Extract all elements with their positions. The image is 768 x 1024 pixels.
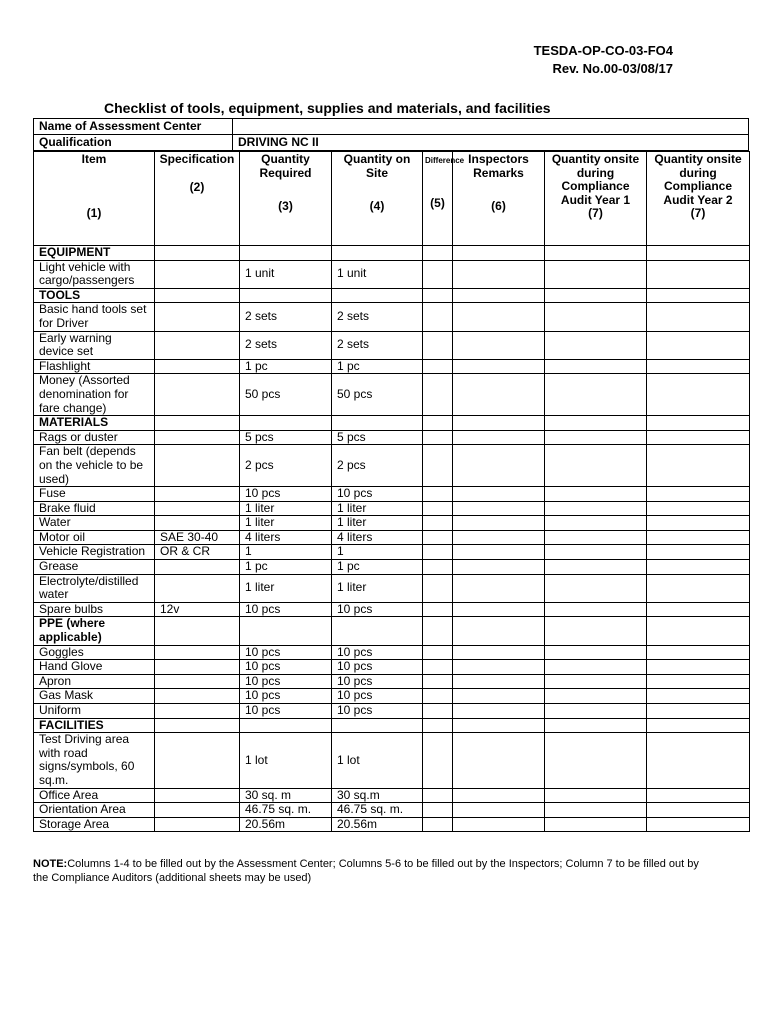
audit-year-1-cell[interactable] <box>545 574 647 602</box>
table-row <box>34 704 750 719</box>
table-row <box>34 602 750 617</box>
qualification-label: Qualification <box>34 135 233 151</box>
specification-cell: SAE 30-40 <box>155 530 240 545</box>
inspectors-remarks-cell[interactable] <box>453 530 545 545</box>
inspectors-remarks-cell[interactable] <box>453 260 545 288</box>
quantity-required-cell: 2 sets <box>240 331 332 359</box>
table-row <box>34 487 750 502</box>
audit-year-2-cell[interactable] <box>647 545 750 560</box>
inspectors-remarks-cell[interactable] <box>453 303 545 331</box>
difference-cell[interactable] <box>423 487 453 502</box>
quantity-required-cell: 10 pcs <box>240 660 332 675</box>
quantity-required-cell: 46.75 sq. m. <box>240 803 332 818</box>
quantity-on-site-cell: 1 pc <box>332 560 423 575</box>
quantity-on-site-cell: 50 pcs <box>332 374 423 416</box>
difference-cell[interactable] <box>423 674 453 689</box>
empty-cell[interactable] <box>647 718 750 733</box>
quantity-on-site-cell: 1 liter <box>332 574 423 602</box>
audit-year-1-cell[interactable] <box>545 516 647 531</box>
difference-cell[interactable] <box>423 359 453 374</box>
audit-year-1-cell[interactable] <box>545 704 647 719</box>
audit-year-1-cell[interactable] <box>545 660 647 675</box>
inspectors-remarks-cell[interactable] <box>453 645 545 660</box>
empty-cell[interactable] <box>453 246 545 261</box>
empty-cell[interactable] <box>647 416 750 431</box>
audit-year-2-cell[interactable] <box>647 374 750 416</box>
specification-cell <box>155 733 240 788</box>
empty-cell[interactable] <box>332 617 423 645</box>
table-row <box>34 574 750 602</box>
inspectors-remarks-cell[interactable] <box>453 803 545 818</box>
table-row <box>34 303 750 331</box>
audit-year-1-cell[interactable] <box>545 303 647 331</box>
inspectors-remarks-cell[interactable] <box>453 430 545 445</box>
audit-year-2-cell[interactable] <box>647 660 750 675</box>
table-row <box>34 501 750 516</box>
table-row <box>34 530 750 545</box>
audit-year-1-cell[interactable] <box>545 445 647 487</box>
quantity-on-site-cell: 10 pcs <box>332 674 423 689</box>
section-heading: TOOLS <box>34 288 155 303</box>
inspectors-remarks-cell[interactable] <box>453 487 545 502</box>
difference-cell[interactable] <box>423 303 453 331</box>
item-cell: Goggles <box>34 645 155 660</box>
table-row <box>34 359 750 374</box>
difference-cell[interactable] <box>423 645 453 660</box>
empty-cell[interactable] <box>453 288 545 303</box>
item-cell: Early warning device set <box>34 331 155 359</box>
audit-year-1-cell[interactable] <box>545 545 647 560</box>
audit-year-2-cell[interactable] <box>647 602 750 617</box>
inspectors-remarks-cell[interactable] <box>453 689 545 704</box>
quantity-on-site-cell: 46.75 sq. m. <box>332 803 423 818</box>
qualification-value: DRIVING NC II <box>233 135 749 151</box>
audit-year-1-cell[interactable] <box>545 331 647 359</box>
difference-cell[interactable] <box>423 445 453 487</box>
difference-cell[interactable] <box>423 501 453 516</box>
audit-year-2-cell[interactable] <box>647 516 750 531</box>
table-row <box>34 733 750 788</box>
quantity-on-site-cell: 1 pc <box>332 359 423 374</box>
specification-cell: OR & CR <box>155 545 240 560</box>
column-header-audit-year-2: Quantity onsite during Compliance Audit Year 2 (7) <box>647 152 750 246</box>
quantity-required-cell: 10 pcs <box>240 689 332 704</box>
quantity-required-cell: 1 liter <box>240 574 332 602</box>
difference-cell[interactable] <box>423 788 453 803</box>
audit-year-1-cell[interactable] <box>545 359 647 374</box>
difference-cell[interactable] <box>423 530 453 545</box>
specification-cell <box>155 359 240 374</box>
qualification-row <box>34 135 749 151</box>
inspectors-remarks-cell[interactable] <box>453 704 545 719</box>
empty-cell[interactable] <box>155 246 240 261</box>
audit-year-2-cell[interactable] <box>647 303 750 331</box>
inspectors-remarks-cell[interactable] <box>453 674 545 689</box>
empty-cell[interactable] <box>545 288 647 303</box>
footnote: NOTE:Columns 1-4 to be filled out by the Assessment Center; Columns 5-6 to be filled out by the Inspectors; Column 7 to be filled out by the Compliance Auditors (additional sheets may be used) <box>33 858 699 884</box>
inspectors-remarks-cell[interactable] <box>453 331 545 359</box>
table-row <box>34 331 750 359</box>
specification-cell <box>155 487 240 502</box>
specification-cell <box>155 445 240 487</box>
quantity-on-site-cell: 2 pcs <box>332 445 423 487</box>
audit-year-2-cell[interactable] <box>647 487 750 502</box>
inspectors-remarks-cell[interactable] <box>453 516 545 531</box>
audit-year-2-cell[interactable] <box>647 733 750 788</box>
audit-year-1-cell[interactable] <box>545 602 647 617</box>
specification-cell <box>155 788 240 803</box>
revision-number: Rev. No.00-03/08/17 <box>552 61 673 76</box>
difference-cell[interactable] <box>423 560 453 575</box>
audit-year-1-cell[interactable] <box>545 501 647 516</box>
audit-year-2-cell[interactable] <box>647 501 750 516</box>
quantity-required-cell: 30 sq. m <box>240 788 332 803</box>
item-cell: Brake fluid <box>34 501 155 516</box>
quantity-required-cell: 1 liter <box>240 516 332 531</box>
audit-year-2-cell[interactable] <box>647 803 750 818</box>
audit-year-1-cell[interactable] <box>545 803 647 818</box>
table-row <box>34 689 750 704</box>
section-row <box>34 718 750 733</box>
empty-cell[interactable] <box>423 288 453 303</box>
quantity-on-site-cell: 4 liters <box>332 530 423 545</box>
difference-cell[interactable] <box>423 260 453 288</box>
quantity-on-site-cell: 10 pcs <box>332 645 423 660</box>
audit-year-1-cell[interactable] <box>545 487 647 502</box>
table-row <box>34 817 750 832</box>
quantity-on-site-cell: 2 sets <box>332 331 423 359</box>
empty-cell[interactable] <box>423 246 453 261</box>
empty-cell[interactable] <box>647 246 750 261</box>
column-header-item: Item (1) <box>34 152 155 246</box>
quantity-required-cell: 1 unit <box>240 260 332 288</box>
quantity-on-site-cell: 5 pcs <box>332 430 423 445</box>
inspectors-remarks-cell[interactable] <box>453 545 545 560</box>
inspectors-remarks-cell[interactable] <box>453 445 545 487</box>
audit-year-2-cell[interactable] <box>647 530 750 545</box>
item-cell: Electrolyte/distilled water <box>34 574 155 602</box>
empty-cell[interactable] <box>545 617 647 645</box>
item-cell: Basic hand tools set for Driver <box>34 303 155 331</box>
column-header-specification: Specification (2) <box>155 152 240 246</box>
item-cell: Flashlight <box>34 359 155 374</box>
specification-cell <box>155 331 240 359</box>
section-row <box>34 288 750 303</box>
inspectors-remarks-cell[interactable] <box>453 733 545 788</box>
quantity-on-site-cell: 1 lot <box>332 733 423 788</box>
item-cell: Spare bulbs <box>34 602 155 617</box>
item-cell: Hand Glove <box>34 660 155 675</box>
item-cell: Motor oil <box>34 530 155 545</box>
section-heading: MATERIALS <box>34 416 155 431</box>
audit-year-1-cell[interactable] <box>545 733 647 788</box>
empty-cell[interactable] <box>155 718 240 733</box>
item-cell: Orientation Area <box>34 803 155 818</box>
empty-cell[interactable] <box>240 718 332 733</box>
column-header-inspectors-remarks: Inspectors Remarks (6) <box>453 152 545 246</box>
item-cell: Money (Assorted denomination for fare change) <box>34 374 155 416</box>
quantity-required-cell: 1 liter <box>240 501 332 516</box>
audit-year-2-cell[interactable] <box>647 260 750 288</box>
difference-cell[interactable] <box>423 689 453 704</box>
specification-cell <box>155 803 240 818</box>
inspectors-remarks-cell[interactable] <box>453 602 545 617</box>
difference-cell[interactable] <box>423 602 453 617</box>
table-row <box>34 516 750 531</box>
item-cell: Grease <box>34 560 155 575</box>
assessment-center-field[interactable] <box>233 119 749 135</box>
difference-cell[interactable] <box>423 803 453 818</box>
specification-cell <box>155 303 240 331</box>
difference-cell[interactable] <box>423 660 453 675</box>
empty-cell[interactable] <box>155 416 240 431</box>
inspectors-remarks-cell[interactable] <box>453 374 545 416</box>
section-row <box>34 246 750 261</box>
specification-cell <box>155 560 240 575</box>
item-cell: Test Driving area with road signs/symbols, 60 sq.m. <box>34 733 155 788</box>
table-row <box>34 374 750 416</box>
quantity-required-cell: 5 pcs <box>240 430 332 445</box>
difference-cell[interactable] <box>423 733 453 788</box>
specification-cell <box>155 660 240 675</box>
audit-year-2-cell[interactable] <box>647 689 750 704</box>
item-cell: Gas Mask <box>34 689 155 704</box>
column-header-audit-year-1: Quantity onsite during Compliance Audit Year 1 (7) <box>545 152 647 246</box>
audit-year-2-cell[interactable] <box>647 704 750 719</box>
empty-cell[interactable] <box>647 617 750 645</box>
inspectors-remarks-cell[interactable] <box>453 359 545 374</box>
audit-year-1-cell[interactable] <box>545 817 647 832</box>
empty-cell[interactable] <box>155 617 240 645</box>
specification-cell <box>155 430 240 445</box>
quantity-on-site-cell: 10 pcs <box>332 689 423 704</box>
quantity-required-cell: 10 pcs <box>240 602 332 617</box>
quantity-on-site-cell: 1 unit <box>332 260 423 288</box>
empty-cell[interactable] <box>240 246 332 261</box>
quantity-on-site-cell: 30 sq.m <box>332 788 423 803</box>
section-heading: FACILITIES <box>34 718 155 733</box>
empty-cell[interactable] <box>453 416 545 431</box>
empty-cell[interactable] <box>647 288 750 303</box>
item-cell: Fuse <box>34 487 155 502</box>
audit-year-1-cell[interactable] <box>545 689 647 704</box>
difference-cell[interactable] <box>423 374 453 416</box>
quantity-required-cell: 2 sets <box>240 303 332 331</box>
checklist-table <box>33 151 750 832</box>
item-cell: Water <box>34 516 155 531</box>
item-cell: Light vehicle with cargo/passengers <box>34 260 155 288</box>
audit-year-1-cell[interactable] <box>545 645 647 660</box>
audit-year-1-cell[interactable] <box>545 560 647 575</box>
specification-cell <box>155 574 240 602</box>
quantity-on-site-cell: 1 <box>332 545 423 560</box>
quantity-required-cell: 1 pc <box>240 359 332 374</box>
column-header-quantity-required: Quantity Required (3) <box>240 152 332 246</box>
section-row <box>34 416 750 431</box>
quantity-on-site-cell: 10 pcs <box>332 660 423 675</box>
quantity-on-site-cell: 10 pcs <box>332 602 423 617</box>
specification-cell <box>155 501 240 516</box>
table-row <box>34 803 750 818</box>
audit-year-2-cell[interactable] <box>647 560 750 575</box>
quantity-required-cell: 10 pcs <box>240 487 332 502</box>
empty-cell[interactable] <box>332 246 423 261</box>
inspectors-remarks-cell[interactable] <box>453 817 545 832</box>
quantity-on-site-cell: 1 liter <box>332 501 423 516</box>
audit-year-1-cell[interactable] <box>545 530 647 545</box>
empty-cell[interactable] <box>240 416 332 431</box>
difference-cell[interactable] <box>423 817 453 832</box>
audit-year-2-cell[interactable] <box>647 359 750 374</box>
specification-cell <box>155 260 240 288</box>
quantity-required-cell: 1 lot <box>240 733 332 788</box>
empty-cell[interactable] <box>240 617 332 645</box>
specification-cell <box>155 817 240 832</box>
table-row <box>34 674 750 689</box>
form-code: TESDA-OP-CO-03-FO4 <box>533 43 673 58</box>
quantity-required-cell: 1 pc <box>240 560 332 575</box>
audit-year-1-cell[interactable] <box>545 788 647 803</box>
audit-year-2-cell[interactable] <box>647 430 750 445</box>
empty-cell[interactable] <box>453 617 545 645</box>
audit-year-2-cell[interactable] <box>647 331 750 359</box>
quantity-on-site-cell: 2 sets <box>332 303 423 331</box>
inspectors-remarks-cell[interactable] <box>453 560 545 575</box>
empty-cell[interactable] <box>423 416 453 431</box>
table-row <box>34 430 750 445</box>
table-row <box>34 645 750 660</box>
specification-cell <box>155 645 240 660</box>
empty-cell[interactable] <box>423 718 453 733</box>
item-cell: Storage Area <box>34 817 155 832</box>
empty-cell[interactable] <box>155 288 240 303</box>
quantity-on-site-cell: 20.56m <box>332 817 423 832</box>
specification-cell <box>155 516 240 531</box>
page-title: Checklist of tools, equipment, supplies and materials, and facilities <box>104 100 551 116</box>
audit-year-2-cell[interactable] <box>647 817 750 832</box>
difference-cell[interactable] <box>423 331 453 359</box>
inspectors-remarks-cell[interactable] <box>453 660 545 675</box>
column-header-row <box>34 152 750 246</box>
audit-year-2-cell[interactable] <box>647 788 750 803</box>
quantity-required-cell: 4 liters <box>240 530 332 545</box>
quantity-required-cell: 10 pcs <box>240 674 332 689</box>
item-cell: Uniform <box>34 704 155 719</box>
table-row <box>34 545 750 560</box>
table-row <box>34 260 750 288</box>
table-row <box>34 788 750 803</box>
quantity-required-cell: 2 pcs <box>240 445 332 487</box>
difference-cell[interactable] <box>423 704 453 719</box>
item-cell: Rags or duster <box>34 430 155 445</box>
inspectors-remarks-cell[interactable] <box>453 574 545 602</box>
inspectors-remarks-cell[interactable] <box>453 501 545 516</box>
specification-cell <box>155 374 240 416</box>
difference-cell[interactable] <box>423 516 453 531</box>
audit-year-1-cell[interactable] <box>545 430 647 445</box>
table-row <box>34 445 750 487</box>
table-row <box>34 560 750 575</box>
column-header-quantity-on-site: Quantity on Site (4) <box>332 152 423 246</box>
specification-cell: 12v <box>155 602 240 617</box>
audit-year-2-cell[interactable] <box>647 645 750 660</box>
audit-year-2-cell[interactable] <box>647 445 750 487</box>
quantity-required-cell: 10 pcs <box>240 704 332 719</box>
section-heading: PPE (where applicable) <box>34 617 155 645</box>
quantity-on-site-cell: 10 pcs <box>332 704 423 719</box>
assessment-center-row <box>34 119 749 135</box>
empty-cell[interactable] <box>423 617 453 645</box>
quantity-required-cell: 20.56m <box>240 817 332 832</box>
empty-cell[interactable] <box>545 246 647 261</box>
item-cell: Vehicle Registration <box>34 545 155 560</box>
quantity-on-site-cell: 10 pcs <box>332 487 423 502</box>
audit-year-1-cell[interactable] <box>545 374 647 416</box>
empty-cell[interactable] <box>545 718 647 733</box>
empty-cell[interactable] <box>332 288 423 303</box>
audit-year-1-cell[interactable] <box>545 674 647 689</box>
item-cell: Office Area <box>34 788 155 803</box>
column-header-difference: Difference (5) <box>423 152 453 246</box>
section-row <box>34 617 750 645</box>
empty-cell[interactable] <box>240 288 332 303</box>
quantity-on-site-cell: 1 liter <box>332 516 423 531</box>
specification-cell <box>155 704 240 719</box>
difference-cell[interactable] <box>423 545 453 560</box>
assessment-center-label: Name of Assessment Center <box>34 119 233 135</box>
empty-cell[interactable] <box>453 718 545 733</box>
section-heading: EQUIPMENT <box>34 246 155 261</box>
quantity-required-cell: 1 <box>240 545 332 560</box>
empty-cell[interactable] <box>332 416 423 431</box>
difference-cell[interactable] <box>423 574 453 602</box>
empty-cell[interactable] <box>332 718 423 733</box>
item-cell: Fan belt (depends on the vehicle to be used) <box>34 445 155 487</box>
quantity-required-cell: 50 pcs <box>240 374 332 416</box>
specification-cell <box>155 689 240 704</box>
audit-year-2-cell[interactable] <box>647 674 750 689</box>
difference-cell[interactable] <box>423 430 453 445</box>
empty-cell[interactable] <box>545 416 647 431</box>
info-table <box>33 118 749 151</box>
item-cell: Apron <box>34 674 155 689</box>
quantity-required-cell: 10 pcs <box>240 645 332 660</box>
inspectors-remarks-cell[interactable] <box>453 788 545 803</box>
audit-year-2-cell[interactable] <box>647 574 750 602</box>
table-row <box>34 660 750 675</box>
specification-cell <box>155 674 240 689</box>
audit-year-1-cell[interactable] <box>545 260 647 288</box>
